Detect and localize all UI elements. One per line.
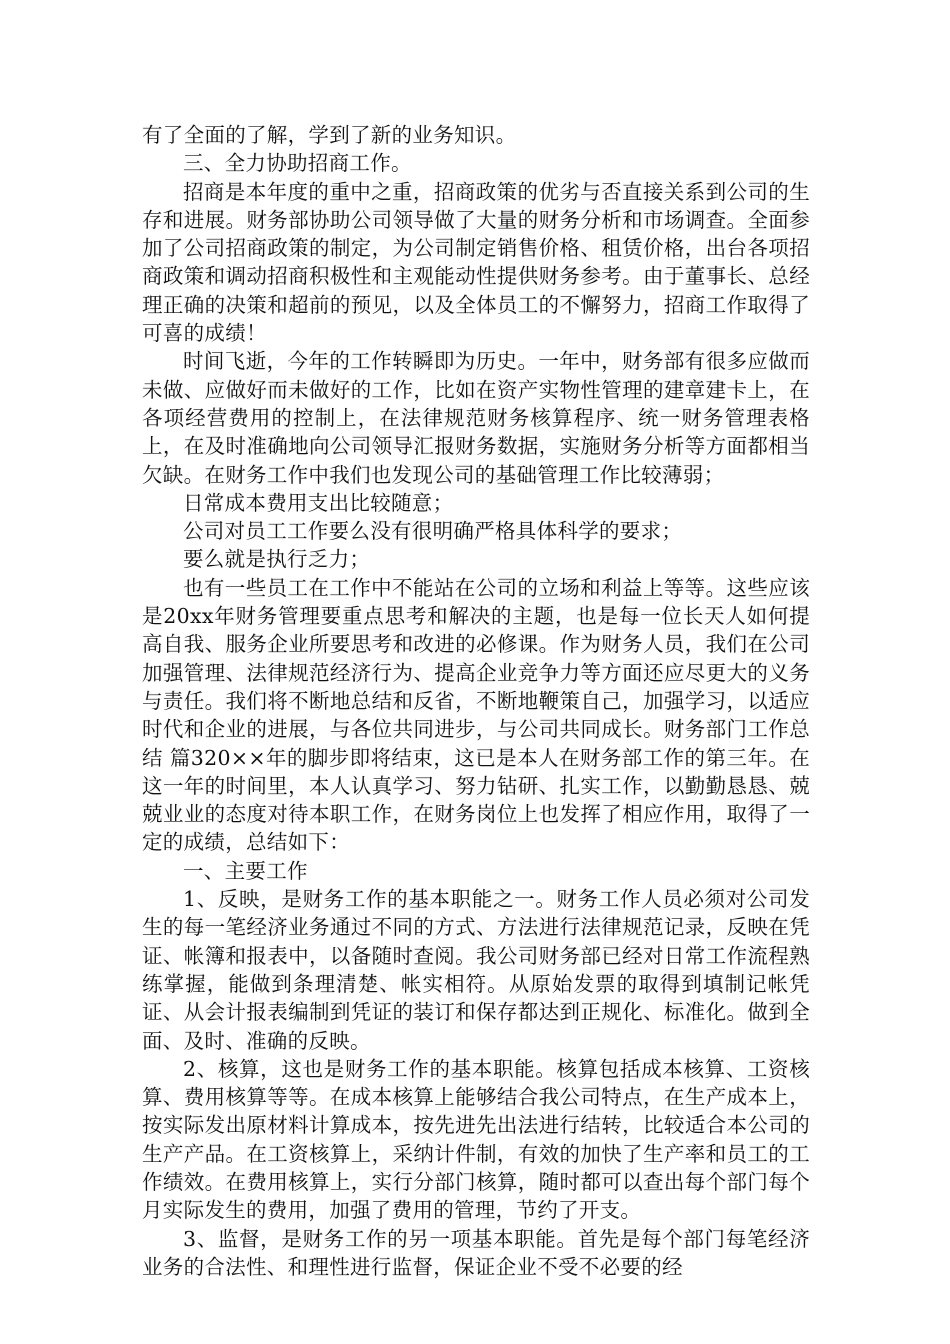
document-body (142, 121, 810, 1281)
paragraph-shortcomings: 时间飞逝，今年的工作转瞬即为历史。一年中，财务部有很多应做而未做、应做好而未做好的工作，比如在资产实物性管理的建章建卡上，在各项经营费用的控制上，在法律规范财务核算程序、统一财务管理表格上，在及时准确地向公司领导汇报财务数据，实施财务分析等方面都相当欠缺。在财务工作中我们也发现公司的基础管理工作比较薄弱； (142, 349, 810, 487)
section-heading-main-work: 一、主要工作 (183, 858, 308, 883)
paragraph-reflection: 1、反映，是财务工作的基本职能之一。财务工作人员必须对公司发生的每一笔经济业务通过不同的方式、方法进行法律规范记录，反映在凭证、帐簿和报表中，以备随时查阅。我公司财务部已经对日常工作流程熟练掌握，能做到条理清楚、帐实相符。从原始发票的取得到填制记帐凭证、从会计报表编制到凭证的装订和保存都达到正规化、标准化。做到全面、及时、准确的反映。 (142, 887, 810, 1053)
paragraph-continuation: 有了全面的了解，学到了新的业务知识。 (142, 123, 517, 147)
paragraph-execution: 要么就是执行乏力； (183, 547, 371, 572)
section-heading-three: 三、全力协助招商工作。 (183, 151, 412, 176)
paragraph-cost-expenses: 日常成本费用支出比较随意； (183, 490, 454, 515)
paragraph-accounting: 2、核算，这也是财务工作的基本职能。核算包括成本核算、工资核算、费用核算等等。在成本核算上能够结合我公司特点，在生产成本上，按实际发出原材料计算成本，按先进先出法进行结转，比较适合本公司的生产产品。在工资核算上，采纳计件制，有效的加快了生产率和员工的工作绩效。在费用核算上，实行分部门核算，随时都可以查出每个部门每个月实际发生的费用，加强了费用的管理，节约了开支。 (142, 1056, 810, 1223)
paragraph-staff-requirements: 公司对员工工作要么没有很明确严格具体科学的要求； (183, 519, 683, 544)
paragraph-summary: 也有一些员工在工作中不能站在公司的立场和利益上等等。这些应该是20xx年财务管理要重点思考和解决的主题，也是每一位长天人如何提高自我、服务企业所要思考和改进的必修课。作为财务人员，我们在公司加强管理、法律规范经济行为、提高企业竞争力等方面还应尽更大的义务与责任。我们将不断地总结和反省，不断地鞭策自己，加强学习，以适应时代和企业的进展，与各位共同进步，与公司共同成长。财务部门工作总结 篇320××年的脚步即将结束，这已是本人在财务部工作的第三年。在这一年的时间里，本人认真学习、努力钻研、扎实工作，以勤勤恳恳、兢兢业业的态度对待本职工作，在财务岗位上也发挥了相应作用，取得了一定的成绩，总结如下： (142, 575, 810, 855)
paragraph-supervision: 3、监督，是财务工作的另一项基本职能。首先是每个部门每笔经济业务的合法性、和理性进行监督，保证企业不受不必要的经 (142, 1226, 810, 1279)
paragraph-investment: 招商是本年度的重中之重，招商政策的优劣与否直接关系到公司的生存和进展。财务部协助公司领导做了大量的财务分析和市场调查。全面参加了公司招商政策的制定，为公司制定销售价格、租赁价格，出台各项招商政策和调动招商积极性和主观能动性提供财务参考。由于董事长、总经理正确的决策和超前的预见，以及全体员工的不懈努力，招商工作取得了可喜的成绩！ (142, 179, 810, 346)
